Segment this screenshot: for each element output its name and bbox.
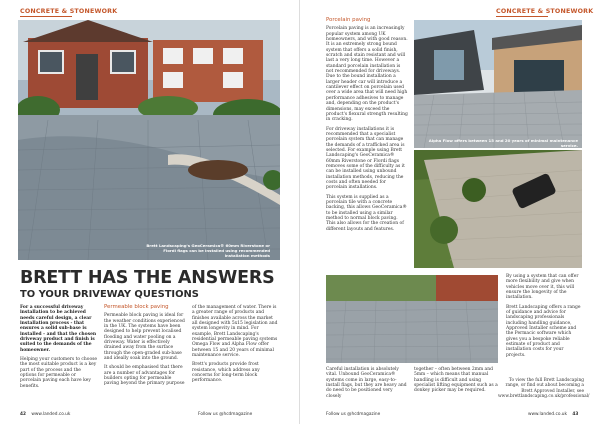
modern-house-photo (414, 20, 582, 148)
block-paving-illustration (326, 275, 498, 363)
left-footer (20, 412, 70, 417)
intro-paragraph: For a successful driveway installation to be achieved needs careful design, a clear installation process - that ensures a solid sub-base is installed - and that the chosen driveway product and finish is suited to the demands of the homeowner. (20, 305, 97, 353)
right-bottom-column-2 (414, 367, 498, 398)
right-side-column (506, 274, 584, 362)
article-subheadline: TO YOUR DRIVEWAY QUESTIONS (20, 289, 199, 300)
guidance-paragraph: Brett Landscaping offers a range of guidance and advice for landscaping professionals including handling guidance, Approved Installer scheme and the Permacic software which gives you a bespoke reliable estimate of product and installation costs for your projects. (506, 304, 581, 358)
page-number-left: 42 (20, 412, 26, 417)
modern-house-illustration (414, 20, 582, 148)
porcelain-paragraph-1: Porcelain paving is an increasingly popular system among UK homeowners, and with good reason. It is an extremely strong bound system that offers a solid finish, scratch and stain resistant and will last a very long time. However a standard porcelain installation is not recommended for driveways. Due to the bound installation a larger header car will introduce a cantilever effect on porcelain used over a wide area that will need high performance adhesives to manage and, depending on the product's dimensions, may exceed the product's flexural strength resulting in cracking. (326, 26, 408, 123)
section-header-right: CONCRETE & STONEWORK (496, 8, 594, 15)
article-headline: BRETT HAS THE ANSWERS (20, 268, 275, 288)
block-paving-photo (326, 275, 498, 363)
installation-paragraph: Careful installation is absolutely vital. Unbound GeoCeramica® systems come in large, easy-to-install flags, but they are heavy and do need to be positioned very closely (326, 367, 407, 399)
modern-house-caption: Alpha Flow offers between 15 and 20 years of minimal maintenance service. (428, 138, 578, 149)
left-column-2 (104, 305, 186, 391)
site-url-left[interactable]: www.landed.co.uk (31, 412, 71, 417)
flexibility-paragraph: By using a system that can offer more flexibility and give when vehicles move over it, this will ensure the longevity of the installation. (506, 274, 579, 301)
house-photo-caption: Brett Landscaping's GeoCeramica® 60mm Riverstone or Flordi flags can be installed using recommended installation methods (146, 243, 270, 259)
left-column-1 (20, 305, 98, 393)
follow-left: Follow us @hcdmagazine (198, 412, 253, 417)
aerial-driveway-photo (414, 150, 582, 268)
house-driveway-photo (18, 20, 280, 260)
aerial-driveway-illustration (414, 150, 582, 268)
permeable-paragraph-2: It should be emphasised that there are a number of advantages for builders opting for permeable paving beyond the primary purpose (104, 365, 185, 387)
right-footer (528, 412, 578, 417)
site-url-right[interactable]: www.landed.co.uk (528, 412, 568, 417)
permeable-paragraph-1: Permeable block paving is ideal for the weather conditions experienced in the UK. The systems have been designed to help prevent localised flooding and water pooling on a driveway. Water is effectively drained away from the surface through the open-graded sub-base and ideally soak into the ground. (104, 313, 185, 362)
handling-paragraph: together – often between 2mm and 5mm – which means that manual handling is difficult and using specialist lifting equipment such as a donkey picker may be required. (414, 367, 498, 394)
house-driveway-illustration (18, 20, 280, 260)
maintenance-paragraph: of the management of water. There is a greater range of products and finishes available across the market all designed with 5x15 legislation and system longevity in mind. For example, Brett Landscaping's residential permeable paving systems Omega Flow and Alpha Flow offer between 15 and 20 years of minimal maintenance service. (192, 305, 278, 359)
right-bottom-column-1 (326, 367, 408, 403)
permeable-heading: Permeable block paving (104, 304, 169, 310)
right-column-1 (326, 18, 408, 236)
section-header-left: CONCRETE & STONEWORK (20, 8, 118, 15)
range-info-note: To view the full Brett Landscaping range, or find out about becoming a Brett Approved Installer, see www.brettlandscaping.co.uk/professional/ (498, 378, 590, 400)
right-page (300, 0, 600, 424)
porcelain-paragraph-2: For driveway installations it is recommended that a specialist porcelain system that can manage the demands of a trafficked area is selected. For example using Brett Landscaping's GeoCeramica® 60mm Riverstone or Flordi flags removes some of the difficulty as it can be installed using unbound installation methods, reducing the costs and often needed for porcelain installations. (326, 126, 405, 191)
follow-right: Follow us @hcdmagazine (326, 412, 381, 417)
frost-paragraph: Brett's products provide frost resistance, which address any concerns for long-term block performance. (192, 362, 260, 384)
porcelain-heading: Porcelain paving (326, 17, 371, 23)
left-column-3 (192, 305, 278, 388)
page-number-right: 43 (572, 412, 579, 417)
intro-paragraph-2: Helping your customers to choose the most suitable product is a key part of the process and the options for permeable or porcelain paving each have key benefits. (20, 357, 98, 389)
porcelain-paragraph-3: This system is supplied as a porcelain tile with a concrete backing, this allows GeoCeramica® to be installed using a similar method to normal block paving. This also allows for the creation of different layouts and features. (326, 194, 407, 232)
